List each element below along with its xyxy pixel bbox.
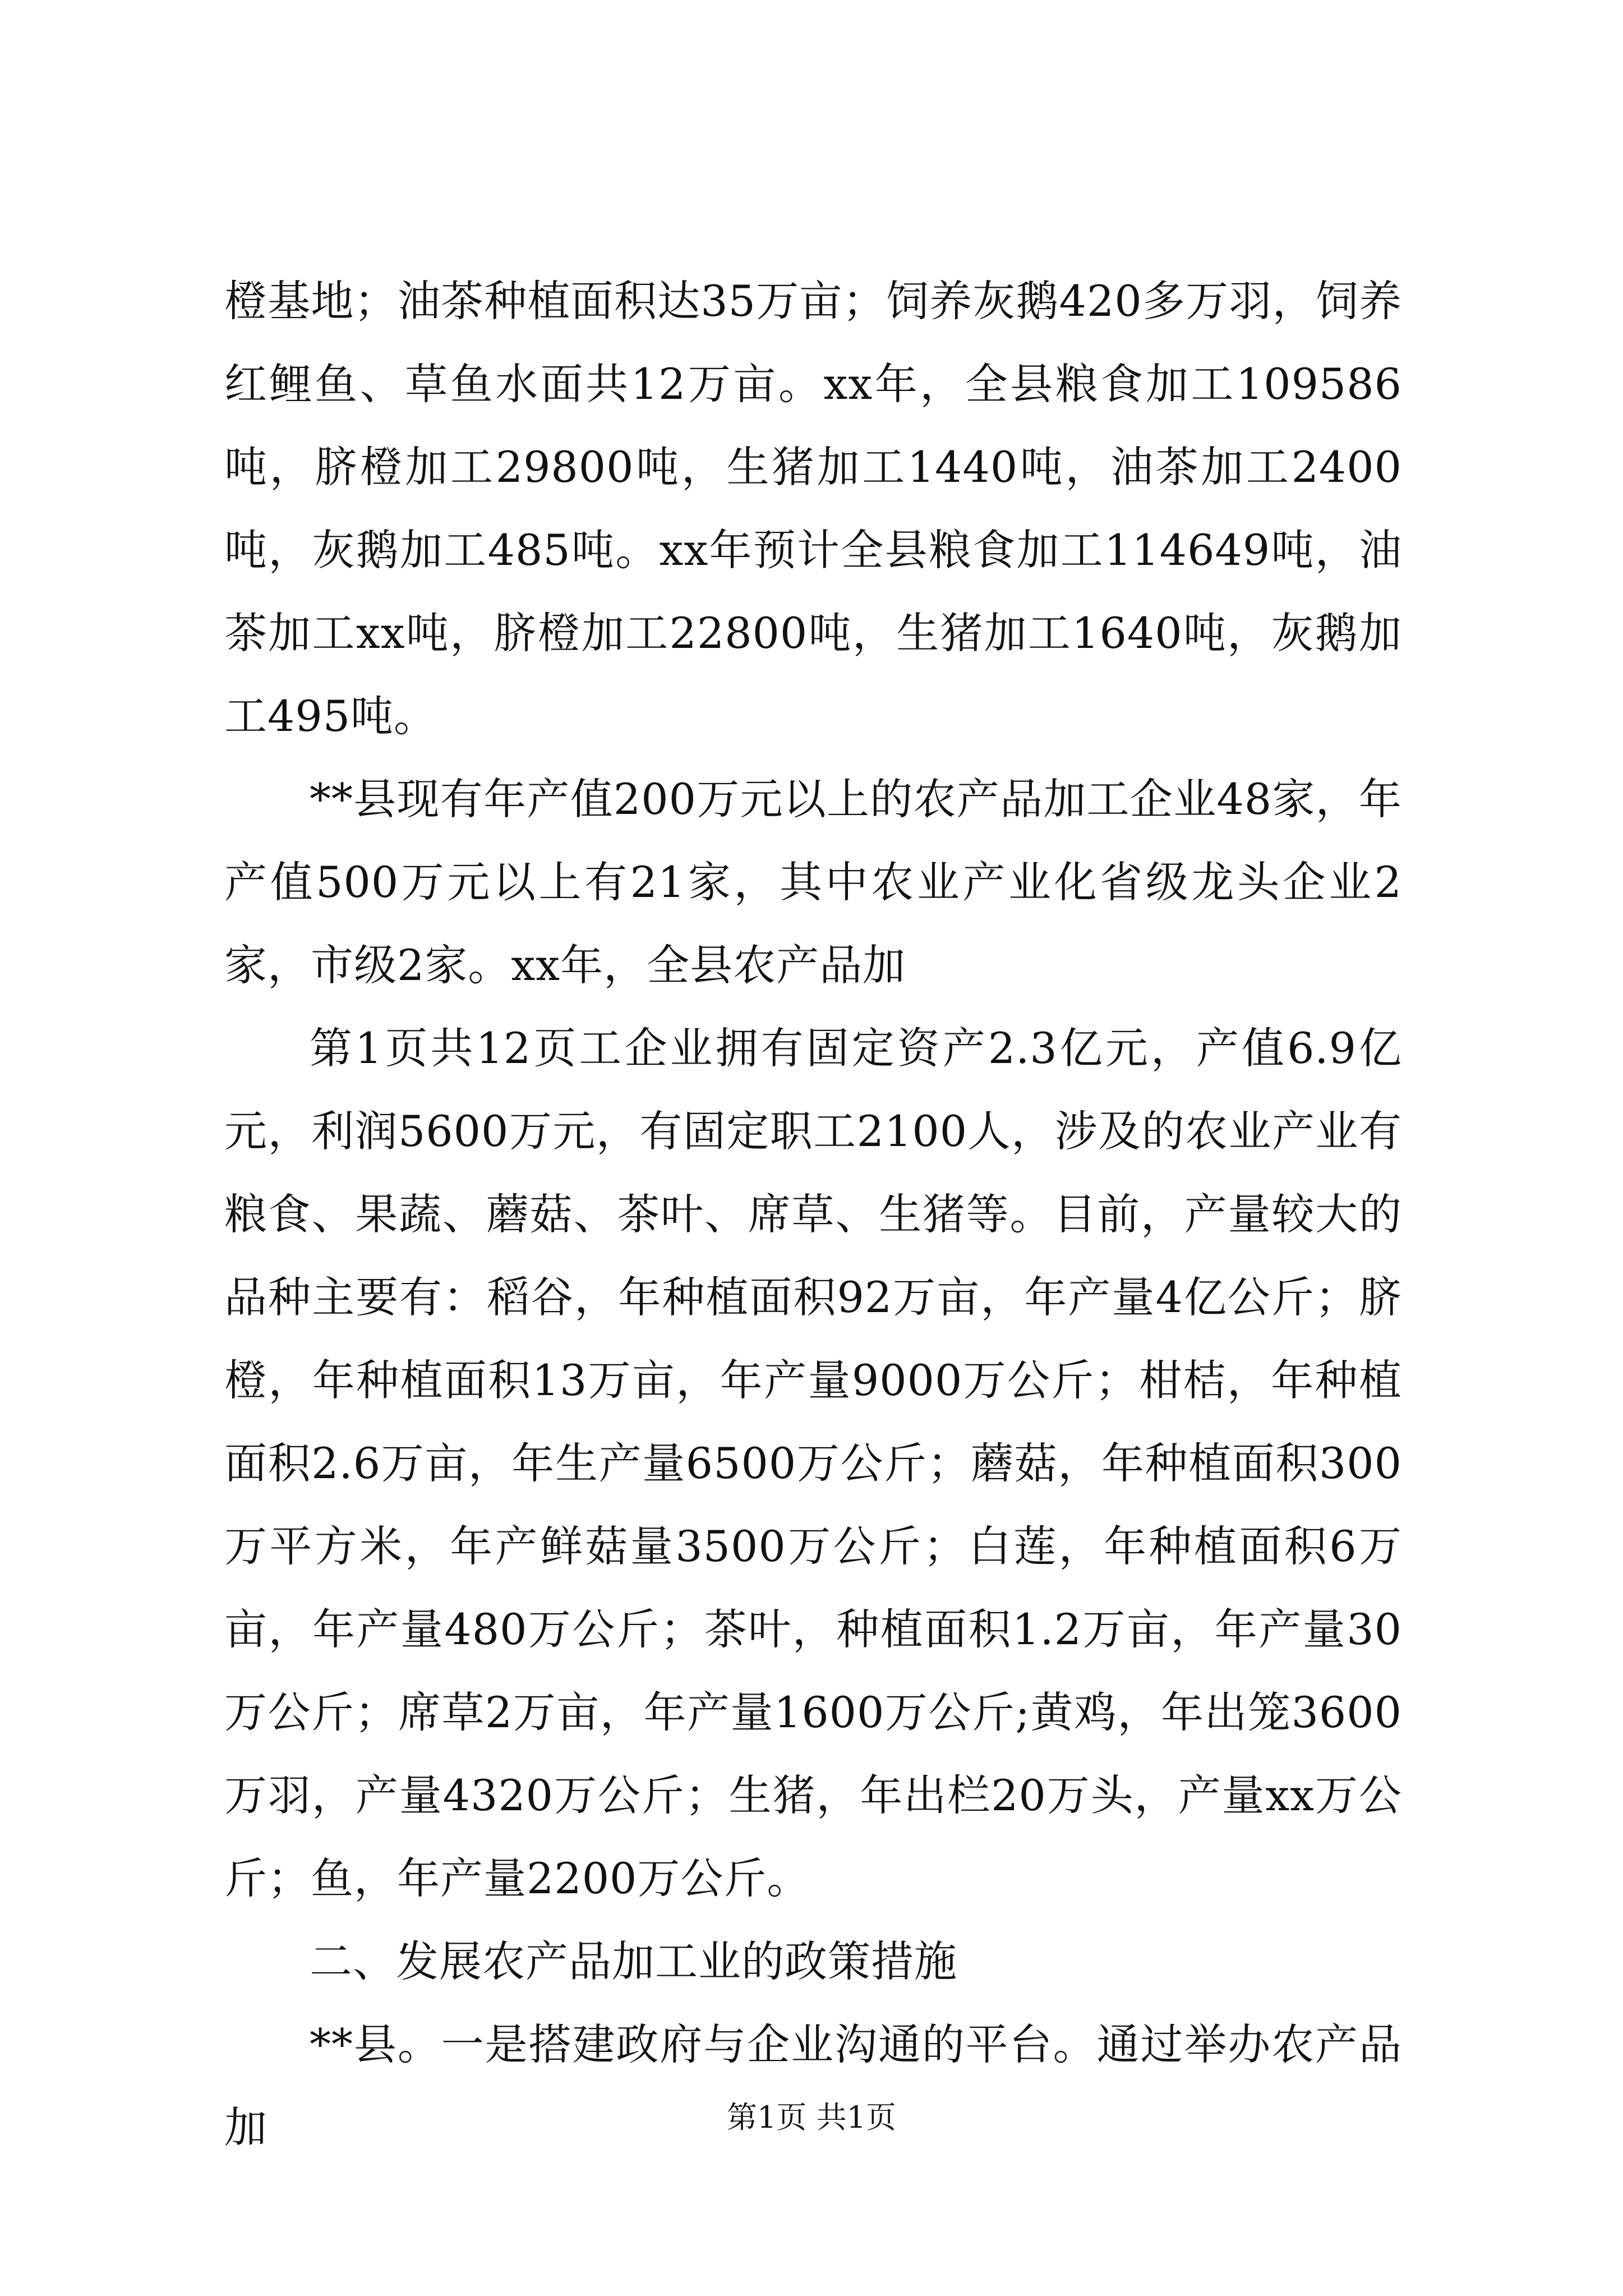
document-body: [224, 260, 1402, 2169]
paragraph-production: 第1页共12页工企业拥有固定资产2.3亿元，产值6.9亿元，利润5600万元，有固定职工2100人，涉及的农业产业有粮食、果蔬、蘑菇、茶叶、席草、生猪等。目前，产量较大的品种主要有：稻谷，年种植面积92万亩，年产量4亿公斤；脐橙，年种植面积13万亩，年产量9000万公斤；柑桔，年种植面积2.6万亩，年生产量6500万公斤；蘑菇，年种植面积300万平方米，年产鲜菇量3500万公斤；白莲，年种植面积6万亩，年产量480万公斤；茶叶，种植面积1.2万亩，年产量30万公斤；席草2万亩，年产量1600万公斤;黄鸡，年出笼3600万羽，产量4320万公斤；生猪，年出栏20万头，产量xx万公斤；鱼，年产量2200万公斤。: [224, 1023, 1402, 1903]
page-footer: 第1页 共1页: [727, 2100, 896, 2135]
section-heading: 二、发展农产品加工业的政策措施: [310, 1936, 957, 1986]
paragraph-policy: **县。一是搭建政府与企业沟通的平台。通过举办农产品加: [224, 2019, 1402, 2152]
paragraph-continuation: 橙基地；油茶种植面积达35万亩；饲养灰鹅420多万羽，饲养红鲤鱼、草鱼水面共12万亩。xx年，全县粮食加工109586吨，脐橙加工29800吨，生猪加工1440吨，油茶加工2400吨，灰鹅加工485吨。xx年预计全县粮食加工114649吨，油茶加工xx吨，脐橙加工22800吨，生猪加工1640吨，灰鹅加工495吨。: [224, 276, 1402, 741]
paragraph-enterprises: **县现有年产值200万元以上的农产品加工企业48家，年产值500万元以上有21家，其中农业产业化省级龙头企业2家，市级2家。xx年，全县农产品加: [224, 774, 1402, 990]
